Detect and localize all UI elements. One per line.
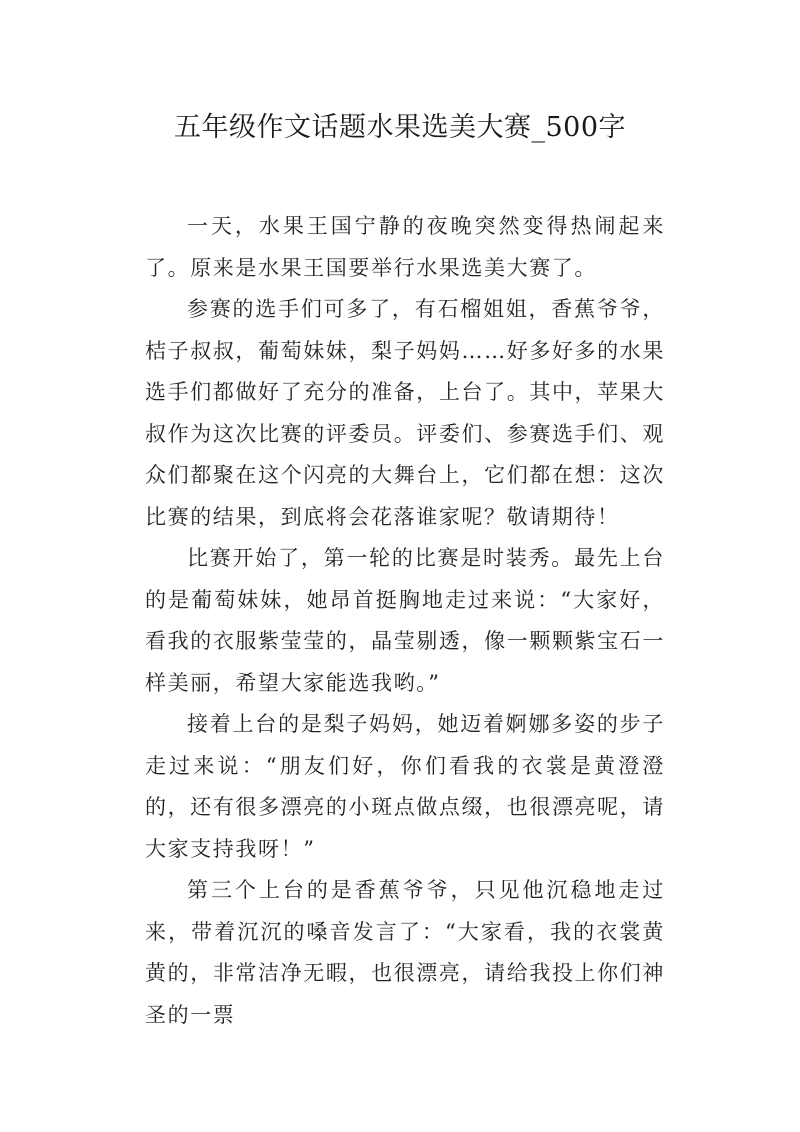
- paragraph-4: 接着上台的是梨子妈妈，她迈着婀娜多姿的步子走过来说：“朋友们好，你们看我的衣裳是黄澄澄的，还有很多漂亮的小斑点做点缀，也很漂亮呢，请大家支持我呀！”: [145, 712, 665, 861]
- document-title: 五年级作文话题水果选美大赛_500字: [173, 112, 627, 143]
- document-body: [145, 206, 665, 1036]
- paragraph-5: 第三个上台的是香蕉爷爷，只见他沉稳地走过来，带着沉沉的嗓音发言了：“大家看，我的衣裳黄黄的，非常洁净无暇，也很漂亮，请给我投上你们神圣的一票: [145, 878, 665, 1027]
- paragraph-1: 一天，水果王国宁静的夜晚突然变得热闹起来了。原来是水果王国要举行水果选美大赛了。: [145, 214, 665, 280]
- paragraph-3: 比赛开始了，第一轮的比赛是时装秀。最先上台的是葡萄妹妹，她昂首挺胸地走过来说：“大家好，看我的衣服紫莹莹的，晶莹剔透，像一颗颗紫宝石一样美丽，希望大家能选我哟。”: [145, 546, 665, 695]
- paragraph-2: 参赛的选手们可多了，有石榴姐姐，香蕉爷爷，桔子叔叔，葡萄妹妹，梨子妈妈……好多好多的水果选手们都做好了充分的准备，上台了。其中，苹果大叔作为这次比赛的评委员。评委们、参赛选手们、观众们都聚在这个闪亮的大舞台上，它们都在想：这次比赛的结果，到底将会花落谁家呢？敬请期待！: [145, 297, 665, 529]
